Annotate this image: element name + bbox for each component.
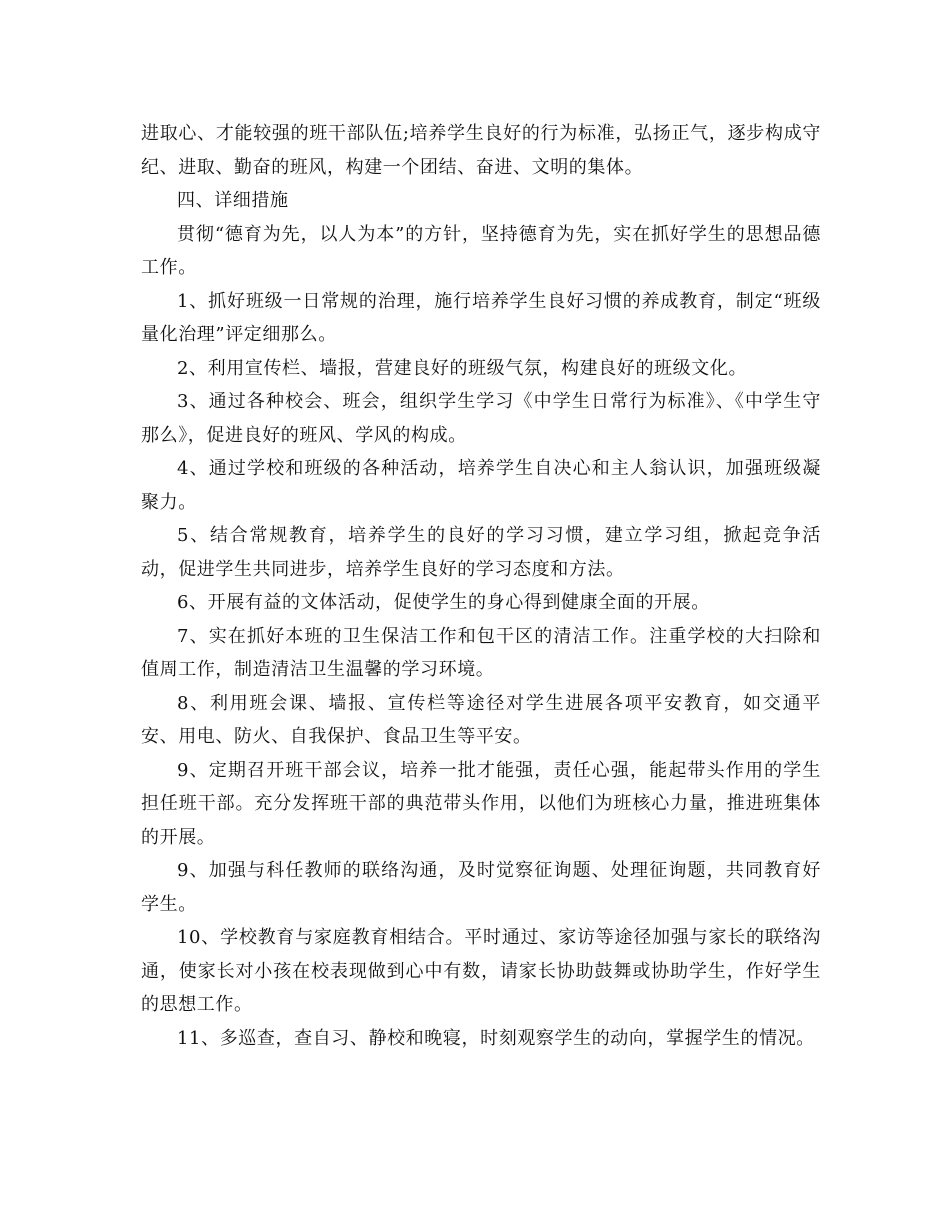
list-item-9b: 9、加强与科任教师的联络沟通，及时觉察征询题、处理征询题，共同教育好学生。 [141, 860, 821, 915]
list-item-9a: 9、定期召开班干部会议，培养一批才能强，责任心强，能起带头作用的学生担任班干部。充分发挥班干部的典范带头作用，以他们为班核心力量，推进班集体的开展。 [141, 759, 821, 848]
list-item-2: 2、利用宣传栏、墙报，营建良好的班级气氛，构建良好的班级文化。 [177, 357, 748, 379]
list-item-1: 1、抓好班级一日常规的治理，施行培养学生良好习惯的养成教育，制定“班级量化治理”评定细那么。 [141, 290, 821, 345]
list-item-6: 6、开展有益的文体活动，促使学生的身心得到健康全面的开展。 [177, 592, 710, 613]
paragraph-continuation: 进取心、才能较强的班干部队伍;培养学生良好的行为标准，弘扬正气，逐步构成守纪、进取、勤奋的班风，构建一个团结、奋进、文明的集体。 [141, 123, 821, 178]
list-item-11: 11、多巡查，查自习、静校和晚寝，时刻观察学生的动向，掌握学生的情况。 [177, 1027, 815, 1049]
list-item-3: 3、通过各种校会、班会，组织学生学习《中学生日常行为标准》、《中学生守那么》，促进良好的班风、学风的构成。 [141, 391, 821, 446]
list-item-8: 8、利用班会课、墙报、宣传栏等途径对学生进展各项平安教育，如交通平安、用电、防火、自我保护、食品卫生等平安。 [141, 692, 821, 747]
list-item-7: 7、实在抓好本班的卫生保洁工作和包干区的清洁工作。注重学校的大扫除和值周工作，制造清洁卫生温馨的学习环境。 [141, 625, 821, 680]
document-body [141, 117, 821, 1055]
paragraph-intro: 贯彻“德育为先，以人为本”的方针，坚持德育为先，实在抓好学生的思想品德工作。 [141, 223, 821, 278]
section-heading-measures: 四、详细措施 [177, 190, 289, 211]
list-item-4: 4、通过学校和班级的各种活动，培养学生自决心和主人翁认识，加强班级凝聚力。 [141, 458, 821, 513]
list-item-10: 10、学校教育与家庭教育相结合。平时通过、家访等途径加强与家长的联络沟通，使家长对小孩在校表现做到心中有数，请家长协助鼓舞或协助学生，作好学生的思想工作。 [141, 927, 821, 1015]
list-item-5: 5、结合常规教育，培养学生的良好的学习习惯，建立学习组，掀起竞争活动，促进学生共同进步，培养学生良好的学习态度和方法。 [141, 525, 821, 580]
